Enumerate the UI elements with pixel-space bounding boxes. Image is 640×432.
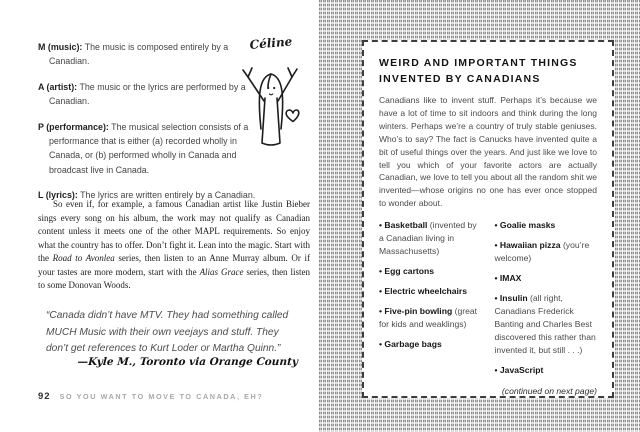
doodle-caption: Céline — [249, 36, 293, 52]
definition-text: The music is composed entirely by a Canadian. — [49, 42, 229, 67]
list-item — [379, 305, 482, 331]
definition-text: The lyrics are written entirely by a Canadian. — [80, 190, 256, 201]
bullet: • — [379, 220, 385, 231]
inventions-column-2 — [495, 219, 598, 384]
list-item — [379, 265, 482, 278]
sidebar-box — [362, 40, 614, 398]
bullet: • — [494, 365, 500, 376]
right-page-patterned — [318, 0, 640, 432]
page-number: 92 — [38, 391, 51, 402]
bullet: • — [379, 339, 385, 350]
body-text: So even if, for example, a famous Canadian artist like Justin Bieber sings every song on his album, the work may not qualify as Canadian content unless it meets one of the other MAPL requirements. So enjoy what the country has to offer. Don’t fight it. Lean into the magic. Start with the — [38, 199, 310, 263]
invention-name: Goalie masks — [499, 220, 556, 231]
invention-name: Egg cartons — [384, 266, 435, 277]
sidebar-title-line2: INVENTED BY CANADIANS — [379, 72, 541, 85]
invention-name: Five-pin bowling — [384, 306, 453, 317]
invention-note: (great for kids and weaklings) — [379, 306, 478, 330]
running-book-title: SO YOU WANT TO MOVE TO CANADA, EH? — [59, 392, 264, 401]
list-item — [495, 219, 598, 232]
body-text: series, then listen to some Donovan Woods. — [38, 266, 310, 290]
invention-name: Insulin — [499, 293, 528, 304]
continued-note: (continued on next page) — [501, 386, 597, 397]
sidebar-title-line1: WEIRD AND IMPORTANT THINGS — [379, 57, 578, 69]
list-item — [379, 338, 482, 351]
bullet: • — [379, 266, 385, 277]
list-item — [379, 219, 482, 258]
list-item — [379, 285, 482, 298]
list-item — [495, 292, 598, 357]
bullet: • — [494, 293, 500, 304]
invention-note: (invented by a Canadian living in Massachusetts) — [379, 220, 477, 257]
definition-item-music — [38, 40, 256, 69]
stick-figure-icon — [234, 36, 310, 158]
list-item — [495, 364, 598, 377]
bullet: • — [494, 240, 500, 251]
definition-label: M (music): — [38, 42, 83, 52]
invention-name: IMAX — [499, 273, 522, 284]
sidebar-title — [379, 56, 597, 87]
body-text: series, then listen to an Anne Murray album. Or if your tastes are more modern, start with the — [38, 253, 311, 277]
bullet: • — [494, 220, 500, 231]
definition-text: The music or the lyrics are performed by a Canadian. — [49, 81, 246, 107]
inventions-list — [379, 219, 597, 384]
invention-name: Basketball — [384, 220, 428, 231]
body-paragraph — [38, 198, 310, 293]
mapl-definitions — [38, 40, 256, 214]
definition-label: A (artist): — [38, 81, 78, 92]
bullet: • — [494, 273, 500, 284]
page-footer — [38, 391, 263, 402]
definition-item-artist — [38, 80, 256, 109]
bullet: • — [379, 306, 385, 317]
definition-text: The musical selection consists of a performance that is either (a) recorded wholly in Canada, or (b) performed wholly in Canada and broadcast live in Canada. — [49, 121, 249, 175]
definition-label: L (lyrics): — [38, 190, 78, 201]
invention-note: (all right, Canadians Frederick Banting and Charles Best discovered this rather than invented it, but still . . .) — [494, 293, 596, 356]
invention-name: Electric wheelchairs — [384, 286, 468, 297]
invention-name: JavaScript — [499, 365, 544, 376]
invention-name: Garbage bags — [384, 339, 442, 350]
quote-attribution: —Kyle M., Toronto via Orange County — [77, 356, 299, 368]
sidebar-intro-paragraph: Canadians like to invent stuff. Perhaps it’s because we have a lot of time to sit indoors and think during the long winters. Perhaps we’re a country of truly stable geniuses. Who’s to say? The fact is Canucks have invented quite a bit of useful things over the years. And just like we love to tell you which of your favorite actors are actually Canadian, we love to tell you about all the random shit we invented—whose origins no one has ever once stopped to wonder about. — [379, 95, 597, 209]
alias-grace-title: Alias Grace — [199, 266, 244, 277]
celine-doodle-illustration — [234, 36, 310, 158]
invention-note: (you’re welcome) — [494, 240, 590, 264]
pull-quote: “Canada didn’t have MTV. They had something called MUCH Music with their own veejays and stuff. They don’t get references to Kurt Loder or Martha Quinn.” — [46, 310, 289, 355]
list-item — [495, 239, 598, 265]
invention-name: Hawaiian pizza — [499, 240, 561, 251]
inventions-column-1 — [379, 219, 482, 384]
bullet: • — [379, 286, 385, 297]
road-to-avonlea-title: Road to Avonlea — [52, 253, 115, 263]
definition-item-performance — [38, 120, 256, 178]
list-item — [495, 272, 598, 285]
definition-label: P (performance): — [38, 121, 109, 132]
